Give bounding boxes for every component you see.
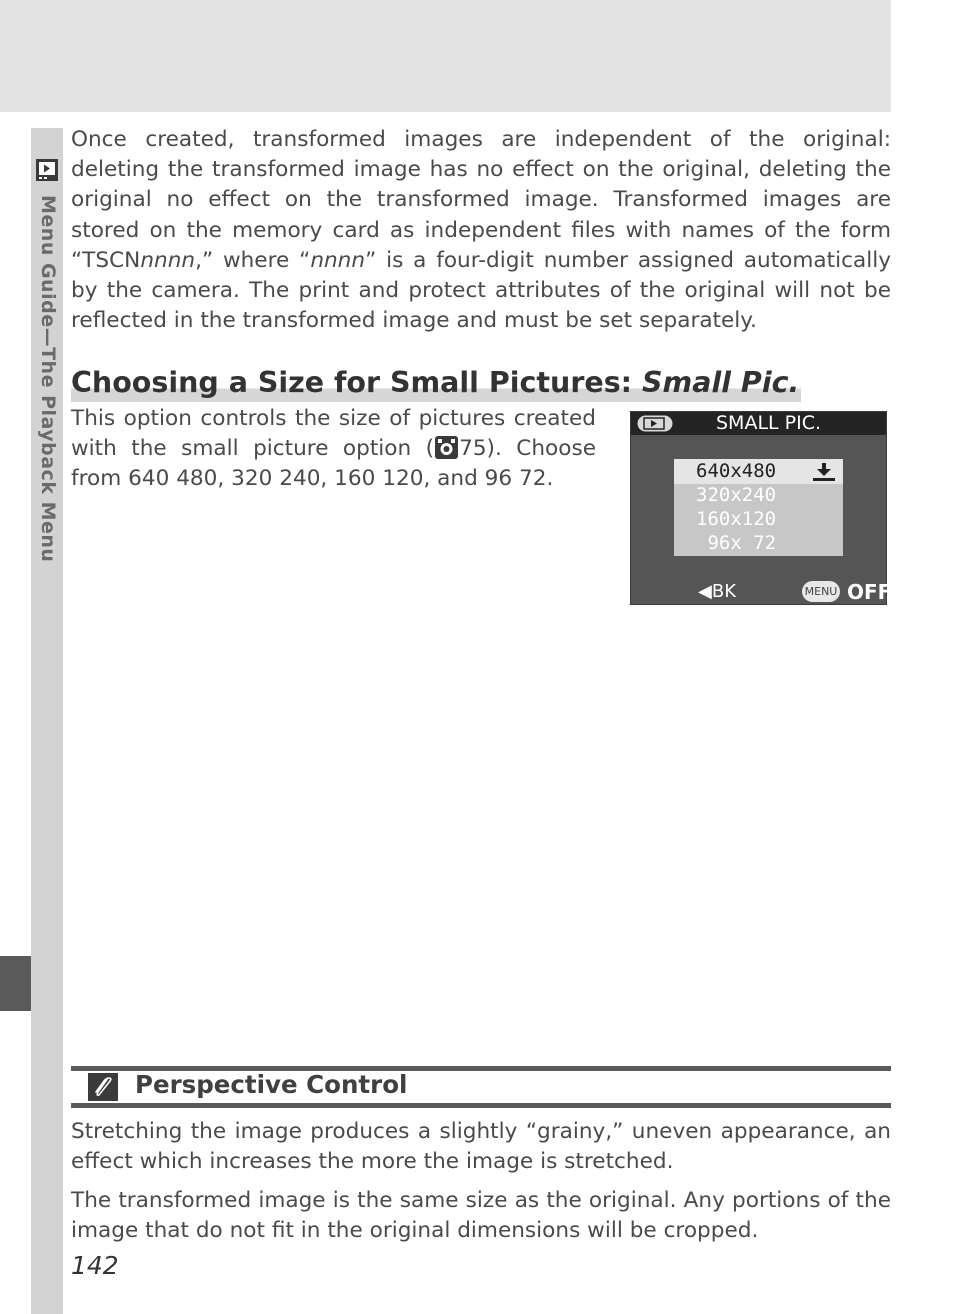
note-paragraph-1: Stretching the image produces a slightly “grainy,” uneven appearance, an effect which increases the more the image is stretched.: [71, 1119, 891, 1175]
back-hint: ◀BK: [698, 581, 736, 602]
off-hint: OFF: [847, 580, 892, 604]
camera-reference-icon: [435, 436, 458, 459]
camera-menu-screen: [630, 411, 892, 605]
screen-title-bar: [631, 412, 886, 435]
section-body: This option controls the size of pictures created with the small picture option ( 75). Choose from 640 480, 320 240, 160 120, and 96 72.: [71, 406, 597, 492]
screen-title: SMALL PIC.: [716, 412, 822, 434]
playback-icon: [35, 158, 59, 182]
section-tab-marker: [0, 956, 31, 1011]
playback-menu-icon: [637, 415, 673, 432]
note-paragraph-2: The transformed image is the same size as the original. Any portions of the image that do not fit in the original dimensions will be cropped.: [71, 1188, 891, 1244]
size-option-320x240[interactable]: 320x240: [696, 484, 777, 506]
section-title-vertical: Menu Guide—The Playback Menu: [37, 195, 59, 563]
section-heading: Choosing a Size for Small Pictures: Small Pic.: [71, 366, 801, 402]
size-option-96x72[interactable]: 96x 72: [696, 532, 777, 554]
current-setting-icon: [811, 461, 837, 483]
size-option-160x120[interactable]: 160x120: [696, 508, 777, 530]
size-option-640x480[interactable]: 640x480: [696, 460, 777, 482]
note-title: Perspective Control: [135, 1070, 408, 1099]
page-number: 142: [71, 1251, 119, 1280]
note-rule-bottom: [71, 1103, 891, 1108]
menu-button-icon: MENU: [802, 581, 840, 602]
note-icon: [88, 1073, 118, 1101]
size-options-list: [674, 459, 843, 556]
header-band: [0, 0, 891, 112]
intro-paragraph: Once created, transformed images are independent of the original: deleting the transformed image has no effect on the original, deleting the original no effect on the transformed image. Transformed images are stored on the memory card as independent files with names of the form “TSCNnnnn,” where “nnnn” is a four-digit number assigned automatically by the camera. The print and protect attributes of the original will not be reflected in the transformed image and must be set separately.: [71, 127, 891, 334]
